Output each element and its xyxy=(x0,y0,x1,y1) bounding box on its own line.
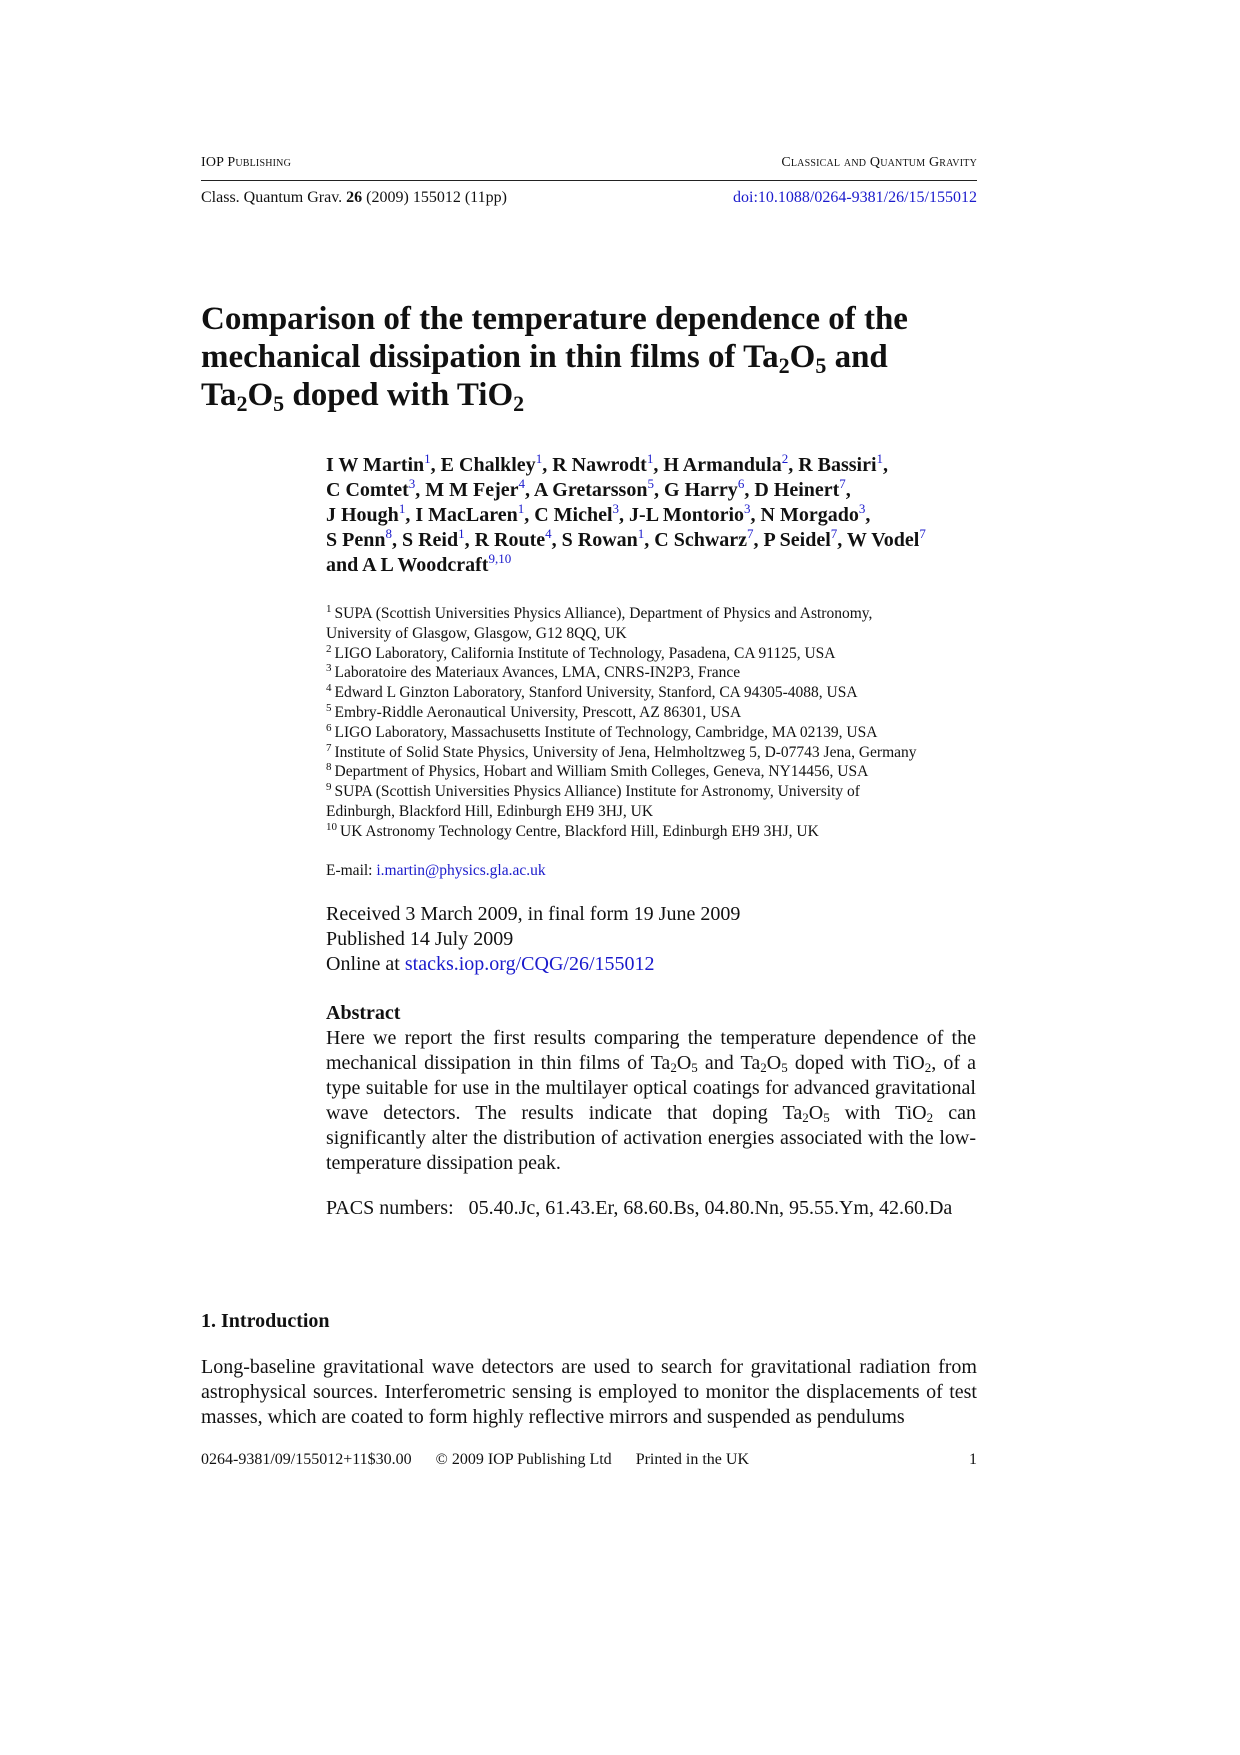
author-affiliation-ref[interactable]: 3 xyxy=(858,501,866,516)
citation-line xyxy=(201,189,507,207)
affiliation-number: 4 xyxy=(326,682,332,695)
affiliation-text: SUPA (Scottish Universities Physics Alliance), Department of Physics and Astronomy, xyxy=(334,605,873,622)
journal-name: Classical and Quantum Gravity xyxy=(781,155,977,170)
author-name: A Gretarsson xyxy=(533,479,648,501)
affiliation-item xyxy=(326,762,986,782)
abstract-text: Here we report the first results comparing the temperature dependence of the mechanical dissipation in thin films of $Ta_2O_5$ and $Ta_2O_5$ doped with TiO$_2$, of a type suitable for use in the multilayer optical coatings for advanced gravitational wave detectors. The results indicate that doping $Ta_2O_5$ with TiO$_2$ can significantly alter the distribution of activation energies associated with the low-temperature dissipation peak. xyxy=(326,1027,976,1174)
affiliation-number: 6 xyxy=(326,721,332,734)
affiliation-text: LIGO Laboratory, California Institute of Technology, Pasadena, CA 91125, USA xyxy=(334,644,836,662)
affiliation-item xyxy=(326,644,986,664)
abstract-heading: Abstract xyxy=(326,1002,401,1024)
published-date: Published 14 July 2009 xyxy=(326,928,514,950)
affiliation-text-continued: University of Glasgow, Glasgow, G12 8QQ, UK xyxy=(326,624,627,642)
title-line-3: $Ta_2O_5$ doped with TiO$_2$ xyxy=(201,377,525,416)
author-name: E Chalkley xyxy=(440,454,536,476)
header-rule xyxy=(201,180,977,181)
author-name: C Schwarz xyxy=(654,529,748,551)
email-line xyxy=(326,862,546,880)
affiliation-number: 3 xyxy=(326,662,332,675)
author-name: S Reid xyxy=(401,529,459,551)
email-link[interactable]: i.martin@physics.gla.ac.uk xyxy=(376,862,546,879)
author-name: R Route xyxy=(474,529,546,551)
author-affiliation-ref[interactable]: 1 xyxy=(517,501,525,516)
author-list: I W Martin$^1$, E Chalkley$^1$, R Nawrodt$^1$, H Armandula$^2$, R Bassiri$^1$, C Comtet$^3$, M M Fejer$^4$, A Gretarsson$^5$, G Harry$^6$, D Heinert$^7$, J Hough$^1$, I MacLaren$^1$, C Michel$^3$, J-L Montorio$^3$, N Morgado$^3$, S Penn$^8$, S Reid$^1$, R Route$^4$, S Rowan$^1$, C Schwarz$^7$, P Seidel$^7$, W Vodel$^7$ and A L Woodcraft$^{9,10}$ xyxy=(326,451,926,576)
author-affiliation-ref[interactable]: 3 xyxy=(612,501,620,516)
received-date: Received 3 March 2009, in final form 19 June 2009 xyxy=(326,903,741,925)
author-name: S Penn xyxy=(326,529,386,551)
author-name: D Heinert xyxy=(754,479,840,501)
doi-link[interactable]: doi:10.1088/0264-9381/26/15/155012 xyxy=(733,189,977,206)
affiliation-number: 8 xyxy=(326,761,332,774)
author-affiliation-ref[interactable]: 5 xyxy=(647,476,654,491)
affiliation-text: UK Astronomy Technology Centre, Blackford Hill, Edinburgh EH9 3HJ, UK xyxy=(340,822,819,840)
affiliation-text-continued: Edinburgh, Blackford Hill, Edinburgh EH9 3HJ, UK xyxy=(326,802,654,820)
author-affiliation-ref[interactable]: 6 xyxy=(737,476,745,491)
title-line-1: Comparison of the temperature dependence of the xyxy=(201,301,908,337)
online-line: Online at stacks.iop.org/CQG/26/155012 xyxy=(326,953,655,975)
author-name: J-L Montorio xyxy=(629,504,745,526)
affiliation-text: Laboratoire des Materiaux Avances, LMA, CNRS-IN2P3, France xyxy=(334,664,741,682)
online-link[interactable]: stacks.iop.org/CQG/26/155012 xyxy=(404,953,655,975)
affiliation-item xyxy=(326,683,986,703)
pacs-numbers xyxy=(326,1197,976,1220)
author-name: S Rowan xyxy=(561,529,638,551)
citation-volume: 26 xyxy=(346,189,363,206)
affiliation-text: LIGO Laboratory, Massachusetts Institute of Technology, Cambridge, MA 02139, USA xyxy=(334,723,878,741)
author-affiliation-ref[interactable]: 3 xyxy=(744,501,751,516)
author-affiliation-ref[interactable]: 1 xyxy=(876,451,884,466)
author-affiliation-ref[interactable]: 7 xyxy=(839,476,846,491)
author-affiliation-ref[interactable]: 9,10 xyxy=(488,551,512,566)
author-name: G Harry xyxy=(663,479,738,501)
author-affiliation-ref[interactable]: 7 xyxy=(830,526,838,541)
affiliation-item xyxy=(326,782,986,802)
author-affiliation-ref[interactable]: 3 xyxy=(408,476,416,491)
affiliation-text: Institute of Solid State Physics, University of Jena, Helmholtzweg 5, D-07743 Jena, Germany xyxy=(334,743,917,761)
affiliation-list xyxy=(326,604,986,842)
footer-code: 0264-9381/09/155012+11$30.00 xyxy=(201,1451,412,1468)
author-affiliation-ref[interactable]: 1 xyxy=(535,451,543,466)
author-name: I W Martin xyxy=(326,454,425,476)
publication-dates xyxy=(326,902,740,977)
affiliation-text: Embry-Riddle Aeronautical University, Prescott, AZ 86301, USA xyxy=(334,703,742,721)
author-name: H Armandula xyxy=(663,454,782,476)
author-name: R Bassiri xyxy=(798,454,877,476)
author-name: W Vodel xyxy=(846,529,920,551)
affiliation-text: Edward L Ginzton Laboratory, Stanford University, Stanford, CA 94305-4088, USA xyxy=(334,684,858,702)
author-affiliation-ref[interactable]: 1 xyxy=(646,451,654,466)
author-affiliation-ref[interactable]: 7 xyxy=(747,526,754,541)
author-affiliation-ref[interactable]: 7 xyxy=(919,526,926,541)
affiliation-number: 9 xyxy=(326,781,332,794)
section-heading-introduction: 1. Introduction xyxy=(201,1310,330,1332)
author-name: C Comtet xyxy=(326,479,409,501)
author-name: C Michel xyxy=(534,504,613,526)
author-name: J Hough xyxy=(326,504,399,526)
citation-prefix: Class. Quantum Grav. xyxy=(201,189,343,206)
author-affiliation-ref[interactable]: 1 xyxy=(458,526,465,541)
author-affiliation-ref[interactable]: 4 xyxy=(545,526,552,541)
author-name: M M Fejer xyxy=(425,479,519,501)
author-name: and A L Woodcraft xyxy=(326,554,489,576)
affiliation-item xyxy=(326,822,986,842)
affiliation-item xyxy=(326,743,986,763)
affiliation-item xyxy=(326,663,986,683)
affiliation-item xyxy=(326,703,986,723)
author-affiliation-ref[interactable]: 4 xyxy=(518,476,526,491)
title-line-2: mechanical dissipation in thin films of $Ta_2O_5$ and xyxy=(201,339,888,378)
page-footer xyxy=(201,1451,977,1469)
pacs-label: PACS numbers: xyxy=(326,1197,454,1219)
author-affiliation-ref[interactable]: 1 xyxy=(398,501,406,516)
footer-printed: Printed in the UK xyxy=(635,1451,750,1468)
author-name: P Seidel xyxy=(763,529,831,551)
affiliation-item xyxy=(326,604,986,624)
author-affiliation-ref[interactable]: 2 xyxy=(781,451,789,466)
introduction-paragraph: Long-baseline gravitational wave detectors are used to search for gravitational radiation from astrophysical sources. Interferometric sensing is employed to monitor the displacements of test masses, which are coated to form highly reflective mirrors and suspended as pendulums xyxy=(201,1356,977,1428)
affiliation-text: SUPA (Scottish Universities Physics Alliance) Institute for Astronomy, University of xyxy=(334,783,860,801)
author-name: N Morgado xyxy=(760,504,859,526)
affiliation-number: 10 xyxy=(326,820,337,833)
affiliation-text: Department of Physics, Hobart and William Smith Colleges, Geneva, NY14456, USA xyxy=(334,763,869,781)
citation-suffix: (2009) 155012 (11pp) xyxy=(366,189,507,206)
author-name: I MacLaren xyxy=(415,504,518,526)
author-affiliation-ref[interactable]: 1 xyxy=(424,451,431,466)
author-name: R Nawrodt xyxy=(552,454,647,476)
publisher-name: IOP Publishing xyxy=(201,155,292,170)
affiliation-number: 1 xyxy=(326,603,332,615)
page-number: 1 xyxy=(969,1451,977,1468)
author-affiliation-ref[interactable]: 1 xyxy=(637,526,645,541)
footer-copyright: © 2009 IOP Publishing Ltd xyxy=(435,1451,612,1468)
pacs-values: 05.40.Jc, 61.43.Er, 68.60.Bs, 04.80.Nn, 95.55.Ym, 42.60.Da xyxy=(468,1197,953,1219)
author-affiliation-ref[interactable]: 8 xyxy=(385,526,392,541)
affiliation-number: 5 xyxy=(326,701,332,714)
affiliation-number: 2 xyxy=(326,642,332,655)
paper-title xyxy=(201,300,1001,414)
affiliation-number: 7 xyxy=(326,741,332,754)
email-label: E-mail: xyxy=(326,862,373,879)
affiliation-item xyxy=(326,723,986,743)
abstract-section xyxy=(326,1001,976,1176)
